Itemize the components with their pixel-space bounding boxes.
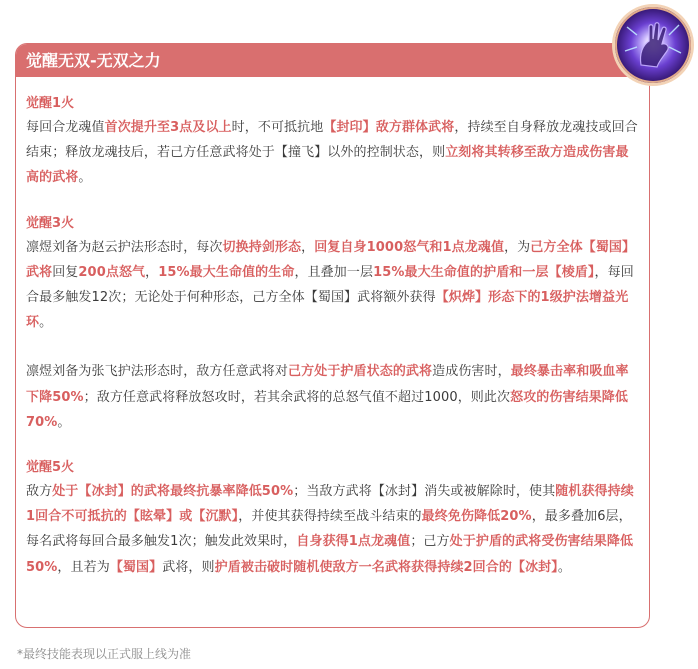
highlight-text: 己方处于护盾状态的武将 [288,364,433,380]
body-text: 武将，则 [162,559,215,575]
highlight-text: 15%最大生命值的护盾和一层【棱盾】 [373,264,595,280]
highlight-text: 护盾被击破时随机使敌方一名武将获得持续2回合的【冰封】 [214,559,558,575]
section-title: 觉醒1火 [26,96,75,111]
card-header [16,44,649,77]
body-text: 敌方 [26,484,53,500]
body-text: ， [145,264,159,280]
highlight-text: 处于【冰封】的武将最终抗暴率降低50% [52,484,294,500]
body-text: ；当敌方武将【冰封】消失或被解除时，使其 [293,484,556,500]
body-text: 凛煜刘备为赵云护法形态时，每次 [26,239,223,255]
section-title: 觉醒3火 [26,215,75,231]
body-text: ；敌方任意武将释放怒攻时，若其余武将的总怒气值不超过1000，则此次 [83,389,511,405]
card-title: 觉醒无双-无双之力 [26,51,161,70]
section-paragraph [26,235,641,336]
footer-note: *最终技能表现以正式服上线为准 [17,647,192,661]
highlight-text: 立刻将其转移至敌方造成伤害最高的武将 [26,145,629,186]
highlight-text: 【封印】敌方群体武将 [323,120,455,135]
section-paragraph [26,115,641,191]
body-text: 时，不可抵抗地 [231,120,324,135]
highlight-text: 200点怒气 [78,264,146,280]
body-text: ，持续至自身释放龙魂技或回合结束；释放龙魂技后，若己方任意武将处于【撞飞】以外的控制状态，则 [26,120,638,161]
body-text: 。 [39,315,53,331]
highlight-text: 处于护盾的武将受伤害结果降低50% [26,534,634,575]
body-text: 。 [557,559,571,575]
highlight-text: 【炽烨】形态下的1级护法增益光环 [26,290,629,331]
highlight-text: 最终暴击率和吸血率下降50% [26,364,629,405]
body-text: ，且叠加一层 [294,264,374,280]
highlight-text: 【蜀国】 [109,559,163,575]
highlight-text: 首次提升至3点及以上 [104,120,232,135]
body-text: ，每回合最多触发12次；无论处于何种形态，己方全体【蜀国】武将额外获得 [26,264,634,306]
section-paragraph [26,479,641,580]
highlight-text: 最终免伤降低20% [421,509,532,525]
body-text: 凛煜刘备为张飞护法形态时，敌方任意武将对 [26,364,289,380]
body-text: 每回合龙魂值 [26,120,105,135]
body-text: 。 [78,170,92,186]
body-text: ， [301,239,315,255]
section-title: 觉醒5火 [26,460,75,476]
skill-description [26,94,641,580]
body-text: ，且若为 [57,559,110,575]
body-text: 回复 [52,264,79,280]
skill-card [15,43,650,628]
body-text: 造成伤害时， [432,364,511,380]
body-text: ；己方 [410,534,450,550]
highlight-text: 回复自身1000怒气和1点龙魂值 [314,239,505,255]
body-text: 。 [57,414,71,430]
body-text: ，为 [504,239,531,255]
body-text: ，并使其获得持续至战斗结束的 [238,509,422,525]
body-text: ，最多叠加6层，每名武将每回合最多触发1次；触发此效果时， [26,509,632,550]
highlight-text: 自身获得1点龙魂值 [296,534,411,550]
awakening-orb-icon [612,4,694,86]
highlight-text: 15%最大生命值的生命 [158,264,295,280]
section-paragraph [26,359,641,435]
highlight-text: 己方全体【蜀国】武将 [26,239,636,280]
highlight-text: 切换持剑形态 [222,239,302,255]
highlight-text: 怒攻的伤害结果降低70% [26,389,629,430]
highlight-text: 随机获得持续1回合不可抵抗的【眩晕】或【沉默】 [26,484,634,525]
